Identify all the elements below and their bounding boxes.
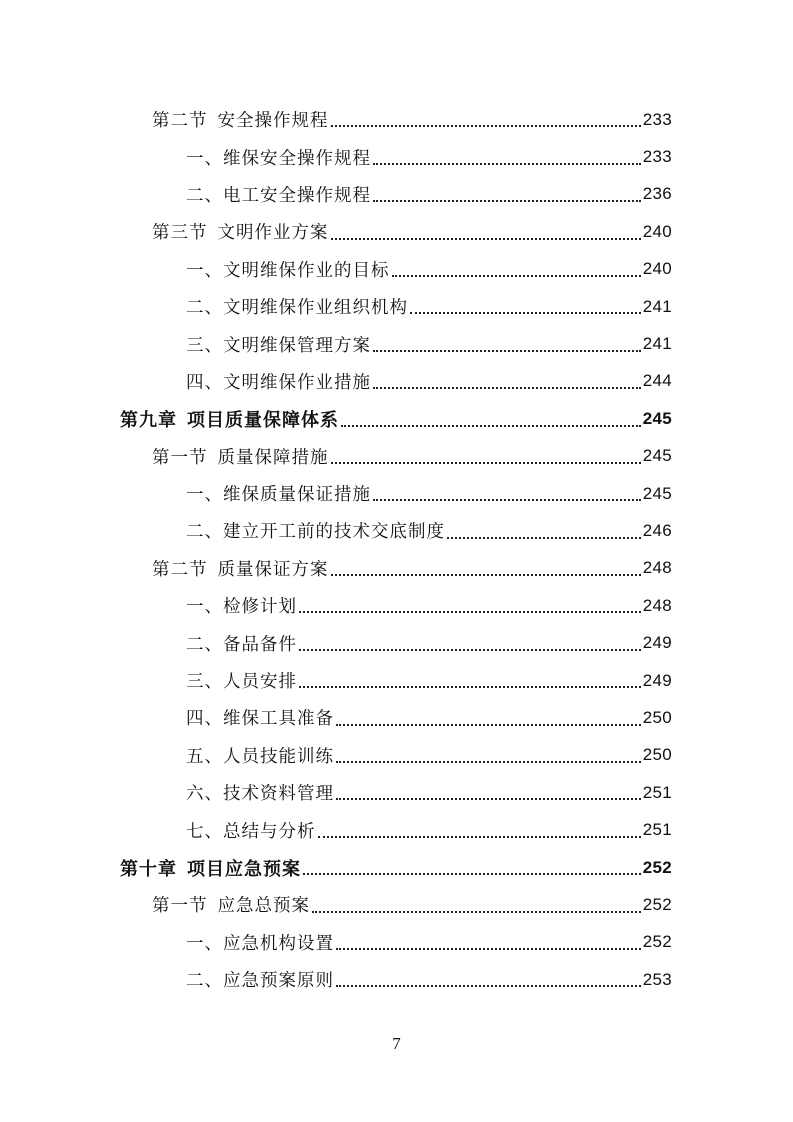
- toc-entry-page: 251: [642, 820, 672, 840]
- toc-entry-prefix: 第二节: [152, 111, 208, 132]
- toc-entry-title: [186, 332, 371, 357]
- dot-leader: [373, 199, 641, 202]
- toc-entry-title: [186, 705, 334, 730]
- toc-entry[interactable]: [0, 176, 793, 213]
- toc-entry-text: 应急机构设置: [223, 933, 334, 954]
- toc-entry-title: [186, 257, 390, 282]
- dot-leader: [373, 162, 641, 165]
- toc-entry-prefix: 一、: [186, 260, 223, 281]
- toc-entry-page: 248: [642, 558, 672, 578]
- toc-entry-title: [186, 967, 334, 992]
- dot-leader: [331, 573, 641, 576]
- toc-entry-text: 项目质量保障体系: [187, 409, 339, 431]
- toc-entry-prefix: 第十章: [120, 858, 177, 880]
- table-of-contents: [0, 101, 793, 998]
- toc-entry-page: 250: [642, 745, 672, 765]
- toc-entry-page: 240: [642, 221, 672, 241]
- toc-entry[interactable]: [0, 961, 793, 998]
- toc-chapter-entry[interactable]: [0, 400, 793, 437]
- toc-entry[interactable]: [0, 811, 793, 848]
- page-number: 7: [392, 1034, 401, 1053]
- toc-entry[interactable]: [0, 512, 793, 549]
- dot-leader: [336, 947, 641, 950]
- toc-entry-prefix: 四、: [186, 372, 223, 393]
- toc-entry-title: [152, 219, 329, 244]
- toc-entry-text: 文明维保作业措施: [223, 372, 371, 393]
- toc-entry-prefix: 二、: [186, 971, 223, 992]
- toc-chapter-entry[interactable]: [0, 849, 793, 886]
- toc-entry-title: [186, 182, 371, 207]
- toc-entry-prefix: 一、: [186, 485, 223, 506]
- dot-leader: [303, 872, 641, 875]
- toc-entry-title: [186, 743, 334, 768]
- toc-entry-title: [186, 145, 371, 170]
- toc-entry-prefix: 一、: [186, 597, 223, 618]
- toc-entry-page: 233: [642, 109, 672, 129]
- toc-entry-prefix: 五、: [186, 746, 223, 767]
- toc-entry-title: [152, 107, 329, 132]
- toc-entry-prefix: 二、: [186, 522, 223, 543]
- toc-entry-prefix: 三、: [186, 335, 223, 356]
- toc-entry-text: 应急总预案: [217, 896, 310, 917]
- toc-entry-prefix: 三、: [186, 672, 223, 693]
- toc-entry-text: 维保安全操作规程: [223, 148, 371, 169]
- toc-entry-text: 文明维保作业组织机构: [223, 298, 408, 319]
- toc-entry-page: 246: [642, 520, 672, 540]
- toc-entry-prefix: 第三节: [152, 223, 208, 244]
- dot-leader: [336, 984, 641, 987]
- toc-entry-text: 人员技能训练: [223, 746, 334, 767]
- toc-entry-prefix: 第二节: [152, 559, 208, 580]
- toc-entry-text: 维保工具准备: [223, 709, 334, 730]
- toc-entry[interactable]: [0, 363, 793, 400]
- toc-entry-page: 241: [642, 334, 672, 354]
- toc-entry-text: 文明维保作业的目标: [223, 260, 390, 281]
- toc-entry[interactable]: [0, 624, 793, 661]
- toc-entry-page: 252: [642, 857, 672, 877]
- toc-entry-text: 文明维保管理方案: [223, 335, 371, 356]
- dot-leader: [318, 835, 641, 838]
- toc-entry-page: 241: [642, 296, 672, 316]
- toc-entry-text: 电工安全操作规程: [223, 185, 371, 206]
- toc-entry-page: 249: [642, 670, 672, 690]
- toc-entry-text: 质量保证方案: [217, 559, 329, 580]
- toc-entry-text: 安全操作规程: [217, 111, 329, 132]
- toc-entry-title: [186, 369, 371, 394]
- dot-leader: [373, 498, 641, 501]
- toc-entry[interactable]: [0, 138, 793, 175]
- toc-entry-text: 备品备件: [223, 634, 297, 655]
- toc-entry[interactable]: [0, 438, 793, 475]
- dot-leader: [331, 124, 641, 127]
- dot-leader: [299, 648, 641, 651]
- toc-entry-prefix: 二、: [186, 298, 223, 319]
- toc-entry-prefix: 第一节: [152, 896, 208, 917]
- dot-leader: [331, 237, 641, 240]
- toc-entry-text: 建立开工前的技术交底制度: [223, 522, 445, 543]
- toc-entry-page: 252: [642, 932, 672, 952]
- toc-entry-prefix: 一、: [186, 148, 223, 169]
- toc-entry-page: 236: [642, 184, 672, 204]
- toc-entry-text: 检修计划: [223, 597, 297, 618]
- toc-entry-title: [186, 593, 297, 618]
- toc-entry[interactable]: [0, 699, 793, 736]
- toc-entry[interactable]: [0, 213, 793, 250]
- dot-leader: [392, 274, 641, 277]
- dot-leader: [299, 610, 641, 613]
- toc-entry-text: 人员安排: [223, 672, 297, 693]
- toc-entry-page: 253: [642, 969, 672, 989]
- toc-entry-text: 总结与分析: [223, 821, 316, 842]
- toc-entry-prefix: 第九章: [120, 409, 177, 431]
- toc-entry-text: 项目应急预案: [187, 858, 301, 880]
- dot-leader: [336, 760, 641, 763]
- toc-entry[interactable]: [0, 325, 793, 362]
- toc-entry-title: [186, 930, 334, 955]
- dot-leader: [373, 386, 641, 389]
- toc-entry[interactable]: [0, 774, 793, 811]
- toc-entry-title: [186, 780, 334, 805]
- toc-entry-page: 245: [642, 446, 672, 466]
- toc-entry-title: [186, 481, 371, 506]
- dot-leader: [341, 424, 641, 427]
- toc-entry[interactable]: [0, 886, 793, 923]
- toc-entry-title: [120, 855, 301, 881]
- toc-entry-page: 244: [642, 371, 672, 391]
- dot-leader: [299, 685, 641, 688]
- toc-entry-prefix: 六、: [186, 784, 223, 805]
- toc-entry-title: [152, 892, 310, 917]
- toc-entry[interactable]: [0, 251, 793, 288]
- toc-entry-text: 技术资料管理: [223, 784, 334, 805]
- toc-entry-prefix: 第一节: [152, 447, 208, 468]
- toc-entry-title: [152, 444, 329, 469]
- toc-entry-text: 维保质量保证措施: [223, 485, 371, 506]
- toc-entry[interactable]: [0, 101, 793, 138]
- dot-leader: [373, 349, 641, 352]
- toc-entry-page: 252: [642, 894, 672, 914]
- toc-entry-title: [120, 406, 339, 432]
- toc-entry-page: 245: [642, 408, 672, 428]
- toc-entry[interactable]: [0, 288, 793, 325]
- toc-entry-page: 249: [642, 633, 672, 653]
- dot-leader: [447, 536, 641, 539]
- toc-entry-title: [152, 556, 329, 581]
- toc-entry-text: 质量保障措施: [217, 447, 329, 468]
- toc-entry[interactable]: [0, 475, 793, 512]
- toc-entry-prefix: 四、: [186, 709, 223, 730]
- toc-entry-page: 250: [642, 707, 672, 727]
- dot-leader: [410, 311, 641, 314]
- toc-entry-page: 245: [642, 483, 672, 503]
- dot-leader: [336, 797, 641, 800]
- toc-entry-page: 233: [642, 147, 672, 167]
- dot-leader: [336, 723, 641, 726]
- toc-entry-prefix: 二、: [186, 185, 223, 206]
- toc-entry[interactable]: [0, 662, 793, 699]
- toc-entry-text: 应急预案原则: [223, 971, 334, 992]
- toc-entry-title: [186, 818, 316, 843]
- toc-entry-text: 文明作业方案: [217, 223, 329, 244]
- toc-entry-title: [186, 294, 408, 319]
- toc-entry-prefix: 二、: [186, 634, 223, 655]
- toc-entry-prefix: 七、: [186, 821, 223, 842]
- toc-entry-page: 240: [642, 259, 672, 279]
- toc-entry[interactable]: [0, 737, 793, 774]
- toc-entry-title: [186, 631, 297, 656]
- toc-entry[interactable]: [0, 587, 793, 624]
- toc-entry-title: [186, 668, 297, 693]
- toc-entry[interactable]: [0, 550, 793, 587]
- toc-entry-title: [186, 518, 445, 543]
- toc-entry-page: 248: [642, 595, 672, 615]
- dot-leader: [331, 461, 641, 464]
- toc-entry-prefix: 一、: [186, 933, 223, 954]
- toc-entry[interactable]: [0, 924, 793, 961]
- toc-entry-page: 251: [642, 782, 672, 802]
- dot-leader: [312, 910, 641, 913]
